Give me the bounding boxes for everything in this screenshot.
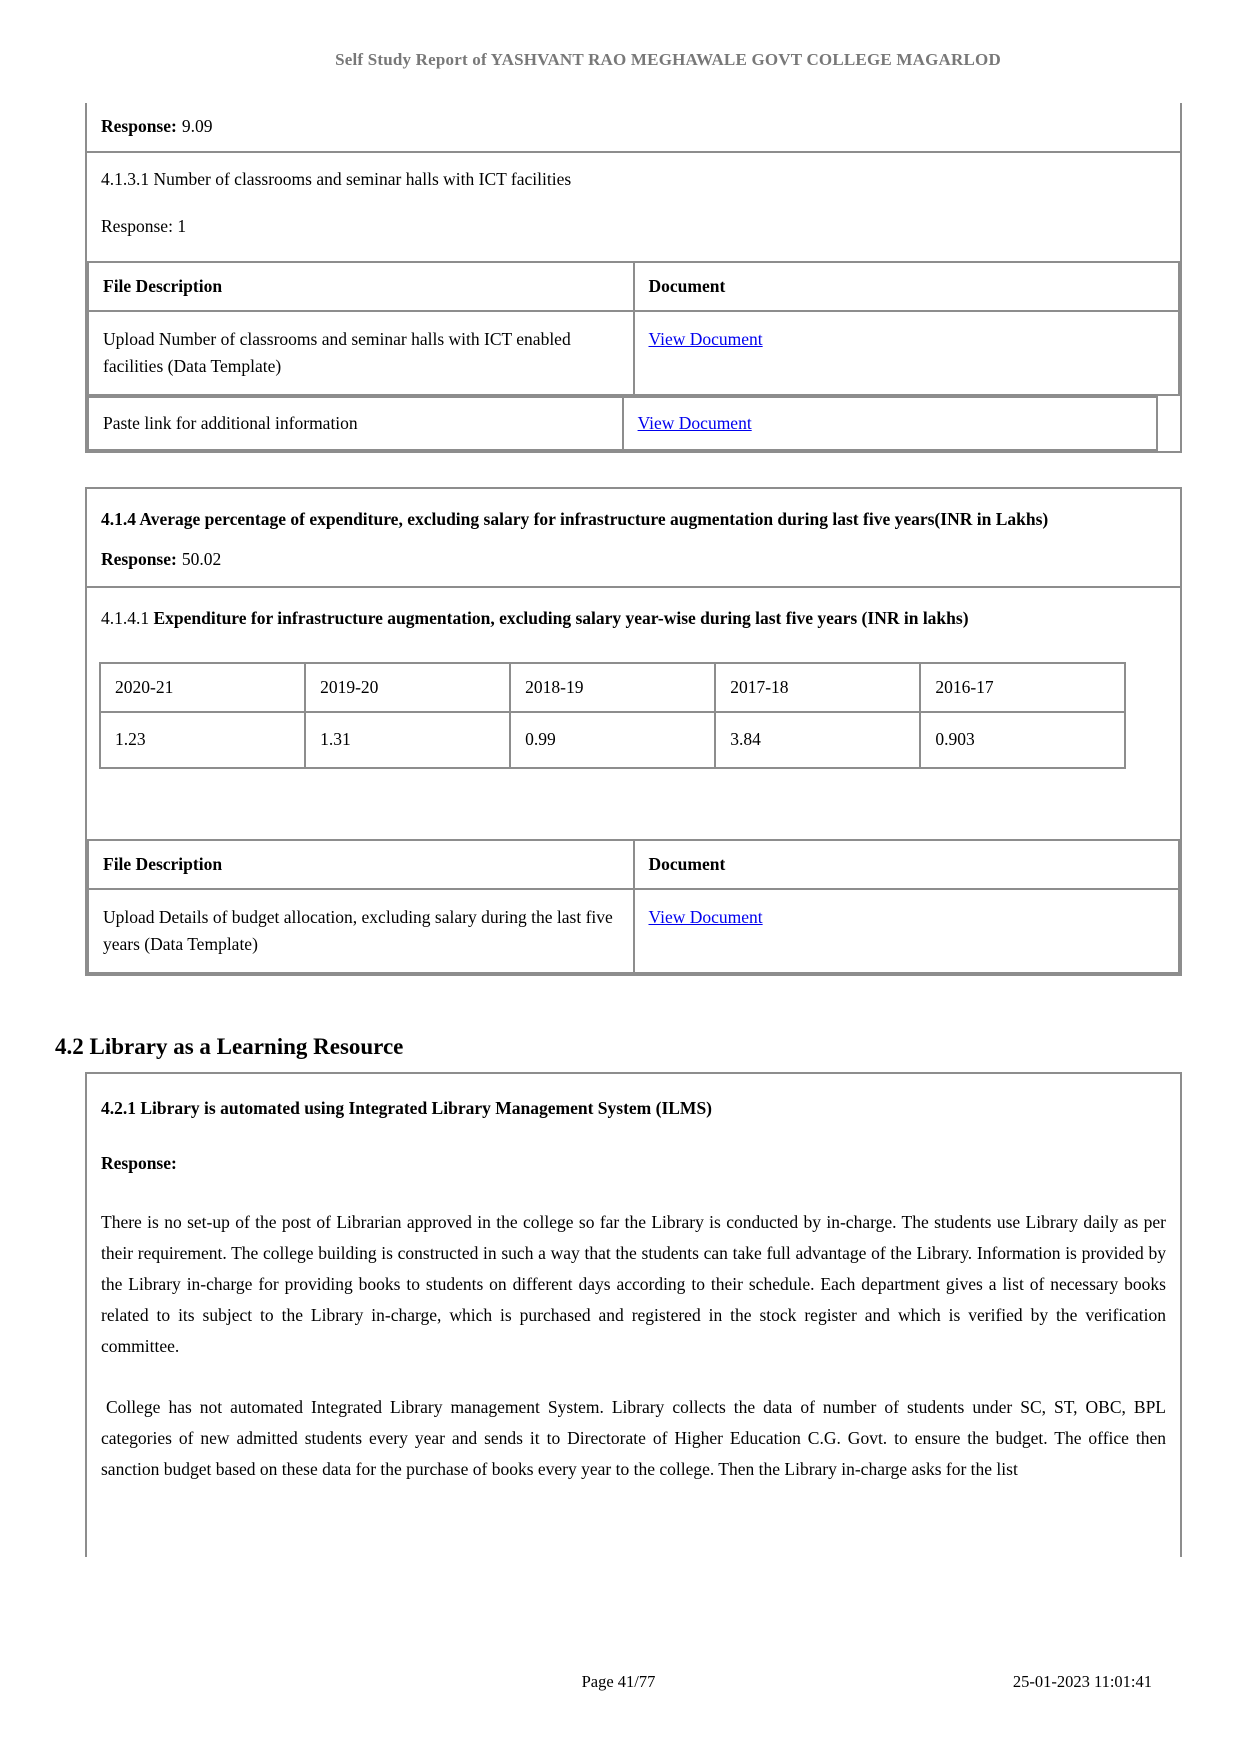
year-value-cell: 3.84 xyxy=(715,712,920,767)
table-header-row xyxy=(88,840,1179,889)
year-header-cell: 2016-17 xyxy=(920,663,1125,712)
report-title: Self Study Report of YASHVANT RAO MEGHAWALE GOVT COLLEGE MAGARLOD xyxy=(335,50,1001,69)
file-description-cell: Upload Details of budget allocation, excluding salary during the last five years (Data Template) xyxy=(88,889,634,973)
year-header-cell: 2017-18 xyxy=(715,663,920,712)
page-footer xyxy=(85,1672,1152,1692)
metric-4131-response: Response: 1 xyxy=(101,216,187,236)
section-421 xyxy=(85,1072,1182,1557)
metric-4141-block xyxy=(87,588,1180,632)
response-label: Response: xyxy=(101,116,177,136)
section-421-inner xyxy=(87,1074,1180,1485)
years-value-row xyxy=(100,712,1125,767)
footer-spacer xyxy=(85,1672,441,1692)
year-value-cell: 1.23 xyxy=(100,712,305,767)
table-row xyxy=(88,397,1157,450)
view-document-link[interactable]: View Document xyxy=(637,413,752,434)
paste-link-table xyxy=(87,396,1158,451)
year-value-cell: 0.99 xyxy=(510,712,715,767)
response-414-value: 50.02 xyxy=(181,549,222,570)
year-header-cell: 2018-19 xyxy=(510,663,715,712)
view-document-link[interactable]: View Document xyxy=(648,329,763,349)
response-paragraph-1: There is no set-up of the post of Librarian approved in the college so far the Library is conducted by in-charge. The students use Library daily as per their requirement. The college building is constructed in such a way that the students can take full advantage of the Library. Information is provided by the Library in-charge for providing books to students on different days according to their schedule. Each department gives a list of necessary books related to its subject to the Library in-charge, which is purchased and registered in the stock register and which is verified by the verification committee. xyxy=(101,1211,1166,1356)
response-414-row xyxy=(87,541,1180,588)
file-description-cell: Upload Number of classrooms and seminar halls with ICT enabled facilities (Data Template) xyxy=(88,311,634,395)
document-cell xyxy=(634,889,1180,973)
file-description-header: File Description xyxy=(88,262,634,311)
section-413 xyxy=(85,103,1182,453)
year-value-cell: 1.31 xyxy=(305,712,510,767)
year-value-cell: 0.903 xyxy=(920,712,1125,767)
file-description-header: File Description xyxy=(88,840,634,889)
footer-datetime: 25-01-2023 11:01:41 xyxy=(1012,1672,1153,1691)
section-42-heading: 4.2 Library as a Learning Resource xyxy=(55,1033,404,1059)
view-document-link[interactable]: View Document xyxy=(648,906,763,927)
metric-421-title: 4.2.1 Library is automated using Integrated Library Management System (ILMS) xyxy=(101,1097,713,1118)
file-table-413 xyxy=(87,261,1180,396)
response-421-label: Response: xyxy=(101,1152,177,1173)
metric-4141-number: 4.1.4.1 xyxy=(101,608,154,629)
document-header: Document xyxy=(634,262,1180,311)
metric-4141-title: Expenditure for infrastructure augmentation, excluding salary year-wise during last five years (INR in lakhs) xyxy=(153,608,969,629)
document-cell xyxy=(634,311,1180,395)
paste-link-label: Paste link for additional information xyxy=(88,397,623,450)
content-area xyxy=(85,103,1182,976)
metric-4131-title: 4.1.3.1 Number of classrooms and seminar halls with ICT facilities xyxy=(101,169,572,189)
metric-4131-block xyxy=(87,153,1180,261)
table-row xyxy=(88,311,1179,395)
document-cell xyxy=(623,397,1158,450)
expenditure-years-table xyxy=(99,662,1126,768)
response-413-value: 9.09 xyxy=(181,116,213,136)
section-414 xyxy=(85,487,1182,975)
response-paragraph-2: College has not automated Integrated Library management System. Library collects the data of number of students under SC, ST, OBC, BPL categories of new admitted students every year and sends it to Directorate of Higher Education C.G. Govt. to ensure the budget. The office then sanction budget based on these data for the purchase of books every year to the college. Then the Library in-charge asks for the list xyxy=(101,1396,1166,1479)
years-header-row xyxy=(100,663,1125,712)
table-row xyxy=(88,889,1179,973)
response-413-row xyxy=(87,103,1180,153)
content-area-2 xyxy=(85,1072,1182,1557)
file-table-414 xyxy=(87,839,1180,974)
document-header: Document xyxy=(634,840,1180,889)
page-number: Page 41/77 xyxy=(581,1672,656,1691)
table-header-row xyxy=(88,262,1179,311)
year-header-cell: 2020-21 xyxy=(100,663,305,712)
response-label: Response: xyxy=(101,549,177,570)
year-header-cell: 2019-20 xyxy=(305,663,510,712)
section-414-title: 4.1.4 Average percentage of expenditure, excluding salary for infrastructure augmentation during last five years(INR in Lakhs) xyxy=(101,509,1049,530)
